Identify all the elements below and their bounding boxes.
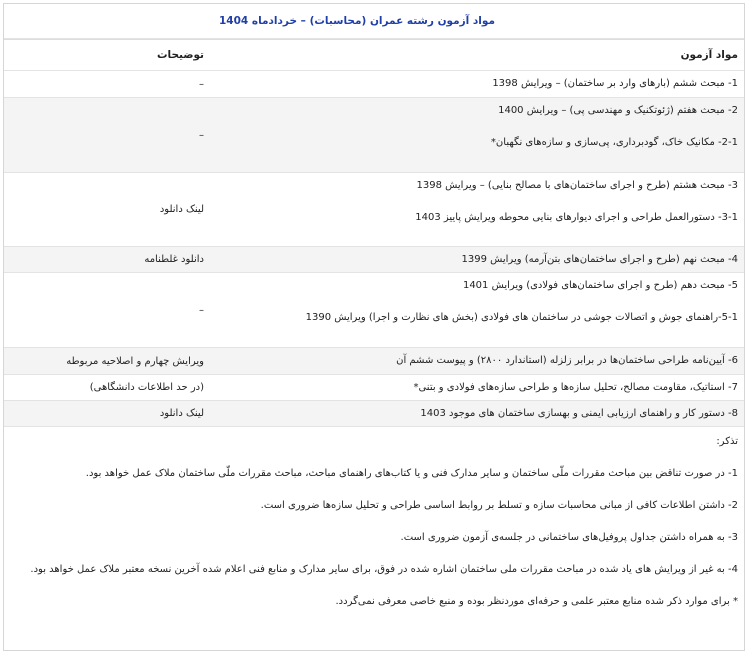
- header-notes: توضیحات: [156, 49, 204, 61]
- table-row: [4, 375, 744, 401]
- table-row: [4, 348, 744, 375]
- exam-content-frame: [3, 3, 745, 651]
- row-text: 3- مبحث هشتم (طرح و اجرای ساختمان‌های با مصالح بنایی) – ویرایش 1398: [416, 180, 738, 191]
- row-note: ویرایش چهارم و اصلاحیه مربوطه: [66, 355, 204, 367]
- row-text: 4- مبحث نهم (طرح و اجرای ساختمان‌های بتن‌آرمه) ویرایش 1399: [461, 253, 738, 265]
- note-item: 3- به همراه داشتن جداول پروفیل‌های ساختمانی در جلسه‌ی آزمون ضروری است.: [400, 532, 738, 543]
- note-item: * برای موارد ذکر شده منابع معتبر علمی و حرفه‌ای موردنظر بوده و منبع خاصی معرفی نمی‌گردد.: [335, 596, 738, 607]
- row-note: –: [199, 78, 204, 90]
- row-text: 5-1-راهنمای جوش و اتصالات جوشی در ساختمان های فولادی (بخش های نظارت و اجرا) ویرایش 1390: [305, 312, 738, 323]
- row-text: 3-1- دستورالعمل طراحی و اجرای دیوارهای بنایی محوطه ویرایش پاییز 1403: [415, 212, 738, 223]
- table-row: [4, 273, 744, 348]
- notes-heading: تذکر:: [716, 436, 738, 447]
- row-text: 2- مبحث هفتم (ژئوتکنیک و مهندسی پی) – ویرایش 1400: [498, 105, 738, 116]
- errata-download-link[interactable]: دانلود غلطنامه: [144, 254, 204, 265]
- row-text: 2-1- مکانیک خاک، گودبرداری، پی‌سازی و سازه‌های نگهبان*: [490, 137, 738, 148]
- notes-section: [4, 427, 744, 609]
- note-item: 2- داشتن اطلاعات کافی از مبانی محاسبات سازه و تسلط بر روابط اساسی طراحی و تحلیل سازه‌ها ضروری است.: [260, 500, 738, 511]
- row-note: (در حد اطلاعات دانشگاهی): [89, 382, 204, 393]
- download-link[interactable]: لینک دانلود: [159, 408, 204, 419]
- row-text: 1- مبحث ششم (بارهای وارد بر ساختمان) – ویرایش 1398: [492, 78, 738, 89]
- table-header: [4, 39, 744, 71]
- header-subject: مواد آزمون: [680, 49, 738, 61]
- table-row: [4, 71, 744, 98]
- download-link[interactable]: لینک دانلود: [159, 204, 204, 215]
- table-row: [4, 247, 744, 273]
- table-row: [4, 173, 744, 247]
- table-row: [4, 98, 744, 173]
- row-text: 8- دستور کار و راهنمای ارزیابی ایمنی و بهسازی ساختمان های موجود 1403: [420, 407, 738, 419]
- row-text: 5- مبحث دهم (طرح و اجرای ساختمان‌های فولادی) ویرایش 1401: [462, 280, 738, 291]
- row-note: –: [199, 129, 204, 141]
- row-text: 7- استاتیک، مقاومت مصالح، تحلیل سازه‌ها و طراحی سازه‌های فولادی و بتنی*: [413, 381, 738, 393]
- exam-subjects-table: [4, 39, 744, 427]
- row-text: 6- آیین‌نامه طراحی ساختمان‌ها در برابر زلزله (استاندارد ۲۸۰۰) و پیوست ششم آن: [396, 355, 738, 366]
- note-item: 4- به غیر از ویرایش های یاد شده در مباحث مقررات ملی ساختمان اشاره شده در فوق، برای سایر مدارک و منابع فنی اعلام شده آخرین نسخه معتبر ملاک عمل خواهد بود.: [30, 564, 738, 575]
- note-item: 1- در صورت تناقض بین مباحث مقررات ملّی ساختمان و سایر مدارک فنی و یا کتاب‌های راهنمای مباحث، مباحث مقررات ملّی ساختمان ملاک عمل خواهد بود.: [85, 468, 738, 479]
- page-title: مواد آزمون رشته عمران (محاسبات) – خردادماه 1404: [4, 4, 744, 39]
- table-row: [4, 401, 744, 427]
- row-note: –: [199, 304, 204, 316]
